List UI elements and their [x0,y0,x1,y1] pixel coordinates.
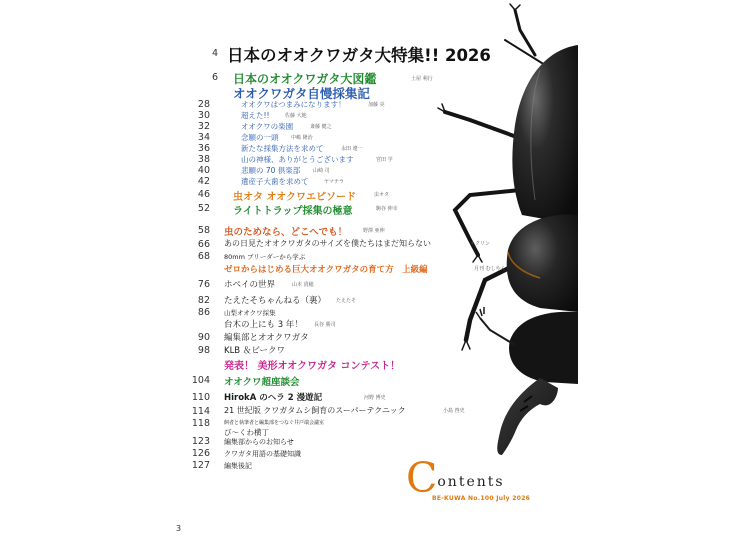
page-number: 82 [197,295,210,306]
entry-title: 念願の一頭 [241,133,279,142]
entry-pretitle: 飼者と執筆者と編集部をつなぐ井戸端会議室 [224,420,325,426]
page-number: 58 [197,225,210,236]
entry-title: ゼロからはじめる巨大オオクワガタの育て方 上級編 [224,265,428,275]
entry-author: 土屋 利行 [411,76,433,82]
entry-title: 遺産子大歯を求めて [241,177,309,186]
page-number: 38 [197,154,210,165]
page-number: 127 [191,460,210,471]
entry-title: ホペイの世界 [224,280,276,290]
entry-title: オオクワはつまみになります！ [241,100,346,109]
entry-author: キクリン [470,241,491,247]
entry-author: 永田 遼一 [341,146,363,152]
entry-title: 新たな採集方法を求めて [241,144,324,153]
entry-author: 月刊 むしやん [474,266,506,272]
entry-author: 宮田 学 [376,157,393,163]
entry-author: 虫オタ [374,192,390,198]
page-number: 110 [191,392,210,403]
page-number: 126 [191,448,210,459]
page-number: 66 [197,239,210,250]
page-number: 123 [191,436,210,447]
beetle-elytra [512,45,578,225]
entry-author: 駒谷 伸幸 [376,206,398,212]
entry-author: 山崎 司 [313,168,330,174]
entry-author: 加藤 亮 [368,102,385,108]
page-number: 90 [197,332,210,343]
entry-author: 山本 貴穂 [292,282,314,288]
page-number: 34 [197,132,210,143]
entry-title: たえたそちゃんねる（裏） [224,296,327,306]
page-number: 86 [197,307,210,318]
entry-author: 野澤 亜伸 [363,228,385,234]
page-number: 46 [197,189,210,200]
page-number: 76 [197,279,210,290]
page-folio: 3 [176,524,182,533]
entry-title: 日本のオオクワガタ大図鑑 [233,72,377,86]
entry-title: HirokA のヘラ 2 漫遊記 [224,393,323,403]
entry-author: ヤマテラ [324,179,345,185]
entry-title: クワガタ用語の基礎知識 [224,450,301,458]
entry-author: たえたそ [336,298,357,304]
entry-title: 虫のためなら、どこへでも！ [224,227,348,238]
page-number: 98 [197,345,210,356]
entry-title: オオクワ超座談会 [224,377,300,388]
beetle-mandible [497,378,558,455]
entry-title: 超えた!! [241,111,270,120]
entry-title: 21 世紀版 クワガタムシ飼育のスーパーテクニック [224,406,406,415]
page-number: 52 [197,203,210,214]
entry-title: 台木の上にも 3 年！ [224,320,303,330]
contents-initial: C [406,454,438,502]
page-number: 68 [197,251,210,262]
entry-title: KLB ＆ビークワ [224,346,286,356]
page-number: 4 [211,48,218,59]
entry-author: 小島 啓史 [443,408,465,414]
page-number: 36 [197,143,210,154]
issue-label: BE-KUWA No.100 July 2026 [432,495,531,502]
contents-word: ontents [437,474,505,490]
page-number: 32 [197,121,210,132]
entry-title: び～くわ横丁 [224,428,269,437]
beetle-head [509,312,578,384]
entry-title: オオクワの楽園 [241,122,294,131]
entry-pretitle: 80mm ブリーダーから学ぶ [224,253,306,261]
entry-title: 発表！ 美形オオクワガタ コンテスト！ [224,361,401,372]
beetle-pronotum [507,214,578,312]
page-number: 42 [197,176,210,187]
entry-title: ライトトラップ採集の極意 [233,206,353,217]
entry-title: 悲願の 70 倶楽部 [241,166,301,175]
entry-author: 中嶋 隆治 [291,135,313,141]
page-number: 28 [197,99,210,110]
entry-title: 虫オタ オオクワエピソード [233,192,356,203]
page-number: 40 [197,165,210,176]
entry-author: 佐藤 大地 [285,113,307,119]
entry-title: 編集後記 [224,462,252,470]
entry-title: 編集部からのお知らせ [224,438,294,446]
entry-title: 山の神様、ありがとうございます [241,155,354,164]
entry-title: オオクワガタ自慢採集記 [233,86,370,101]
entry-author: 斎藤 健之 [310,124,332,130]
page-number: 30 [197,110,210,121]
entry-title: あの日見たオオクワガタのサイズを僕たちはまだ知らない [224,239,431,248]
page-number: 6 [211,72,218,83]
entry-pretitle: 山梨オオクワ採集 [224,309,276,317]
entry-title: 編集部とオオクワガタ [224,333,309,343]
entry-title: 日本のオオクワガタ大特集!! 2026 [227,46,491,65]
page-number: 114 [191,406,210,417]
entry-author: 河野 博史 [364,395,386,401]
page-number: 104 [191,375,210,386]
entry-author: 長谷 勝司 [314,322,336,328]
page-number: 118 [191,418,210,429]
